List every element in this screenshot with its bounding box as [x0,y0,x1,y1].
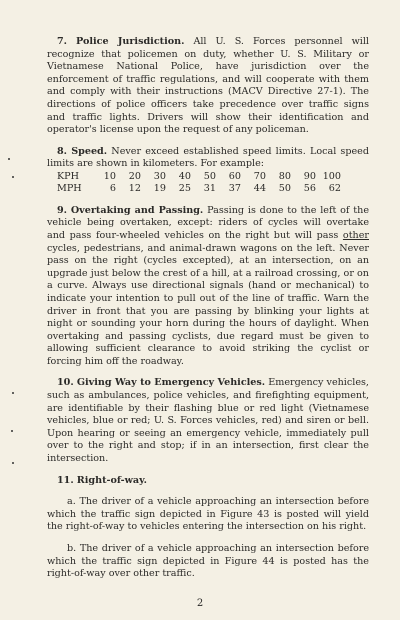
section-number: 10. [57,377,74,389]
table-row [57,171,341,183]
section-text: Passing is done to the left of the vehicle being overtaken, except: riders of cycles will overtake and pass four-wheeled vehicles on the right but will pass [47,204,369,241]
section-heading: Overtaking and Passing. [70,204,204,216]
table-cell: 25 [178,183,191,195]
page-number: 2 [196,598,204,609]
margin-mark [12,392,14,394]
margin-mark [12,176,14,178]
table-cell: 31 [203,183,216,195]
row-label: KPH [57,170,79,182]
row-label: MPH [57,183,82,195]
section-police-jurisdiction [47,36,369,137]
section-number: 8. [57,145,68,157]
section-number: 9. [57,204,68,216]
section-overtaking-passing [47,205,369,369]
table-cell: 50 [203,170,216,182]
table-cell: 80 [278,170,291,182]
section-text: Never exceed established speed limits. Local speed limits are shown in kilometers. For example: [47,145,369,170]
table-cell: 40 [178,170,191,182]
section-text: All U. S. Forces personnel will recognize that policemen on duty, whether U. S. Military or Vietnamese National Police, have jurisdiction over the enforcement of traffic regulations, and will cooperate with them and comply with their instructions (MACV Directive 27-1). The directions of police officers take precedence over traffic signs and traffic lights. Drivers will show their identification and operator's license upon the request of any policeman. [47,36,369,136]
document-body [47,36,369,581]
table-cell: 70 [253,170,266,182]
section-text: cycles, pedestrians, and animal-drawn wagons on the left. Never pass on the right (cycles excepted), at an intersection, on an upgrade just below the crest of a hill, at a railroad crossing, or on a curve. Always use directional signals (hand or mechanical) to indicate your intention to pull out of the line of traffic. Warn the driver in front that you are passing by blinking your lights at night or sounding your horn during the hours of daylight. When overtaking and passing cyclists, due regard must be given to allowing sufficient clearance to avoid striking the cyclist or forcing him off the roadway. [47,242,369,367]
table-cell: 100 [322,170,341,182]
underlined-word: other [342,229,369,241]
table-cell: 44 [253,183,266,195]
table-cell: 19 [153,183,166,195]
table-cell: 6 [109,183,116,195]
table-cell: 12 [128,183,141,195]
subparagraph-b: b. The driver of a vehicle approaching an intersection before which the traffic sign depicted in Figure 44 is posted has the right-of-way over other traffic. [47,543,369,580]
table-cell: 20 [128,170,141,182]
margin-mark [12,462,14,464]
table-cell: 90 [303,170,316,182]
table-cell: 56 [303,183,316,195]
table-cell: 37 [228,183,241,195]
margin-mark [11,430,13,432]
table-cell: 50 [278,183,291,195]
table-cell: 60 [228,170,241,182]
table-row [57,183,341,195]
section-heading: Police Jurisdiction. [76,36,185,47]
table-cell: 10 [103,170,116,182]
section-emergency-vehicles [47,377,369,465]
subparagraph-a: a. The driver of a vehicle approaching an intersection before which the traffic sign depicted in Figure 43 is posted will yield the right-of-way to vehicles entering the intersection on his right. [47,496,369,533]
speed-conversion-table [57,171,341,196]
section-text: Emergency vehicles, such as ambulances, police vehicles, and firefighting equipment, are identifiable by their flashing blue or red light (Vietnamese vehicles, blue or red; U. S. Forces vehicles, red) and siren or bell. Upon hearing or seeing an emergency vehicle, immediately pull over to the right and stop; if in an intersection, first clear the intersection. [47,377,369,465]
section-heading: Speed. [71,145,108,157]
section-right-of-way [47,475,369,488]
margin-mark [8,158,10,160]
section-speed [47,146,369,171]
table-cell: 30 [153,170,166,182]
section-heading: Right-of-way. [76,474,147,486]
table-cell: 62 [328,183,341,195]
section-heading: Giving Way to Emergency Vehicles. [76,377,266,389]
section-number: 11. [57,474,74,486]
section-number: 7. [57,36,68,47]
